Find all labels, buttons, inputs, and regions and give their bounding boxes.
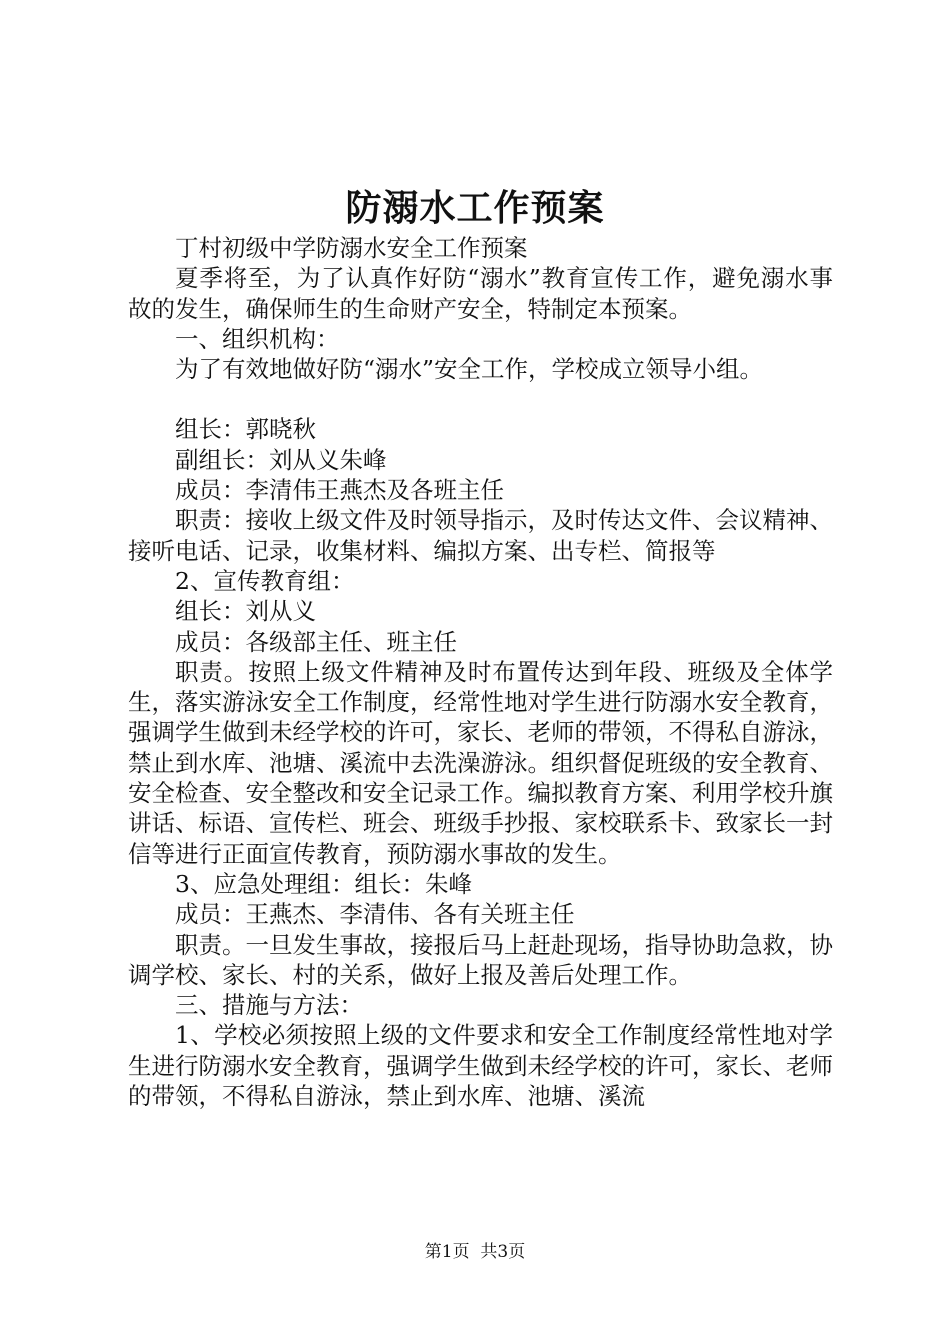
paragraph-intro: 夏季将至，为了认真作好防“溺水”教育宣传工作，避免溺水事故的发生，确保师生的生命财产安全，特制定本预案。 bbox=[128, 264, 833, 323]
paragraph-duties-emergency: 职责。一旦发生事故，接报后马上赶赴现场，指导协助急救，协调学校、家长、村的关系，做好上报及善后处理工作。 bbox=[128, 930, 833, 989]
page-number: 第1页 bbox=[424, 1242, 470, 1262]
paragraph-spacer bbox=[128, 384, 833, 414]
paragraph-publicity-members: 成员：各级部主任、班主任 bbox=[175, 627, 457, 656]
section-heading-organization: 一、组织机构： bbox=[175, 324, 340, 353]
section-heading-publicity: 2、宣传教育组： bbox=[175, 566, 355, 595]
paragraph-deputy-leader: 副组长：刘从义朱峰 bbox=[175, 445, 387, 474]
page-total: 共3页 bbox=[480, 1242, 526, 1262]
paragraph-publicity-leader: 组长：刘从义 bbox=[175, 597, 316, 626]
paragraph-emergency-members: 成员：王燕杰、李清伟、各有关班主任 bbox=[175, 900, 575, 929]
section-heading-emergency: 3、应急处理组：组长：朱峰 bbox=[175, 869, 472, 898]
section-heading-measures: 三、措施与方法： bbox=[175, 991, 363, 1020]
paragraph-duties-publicity: 职责。按照上级文件精神及时布置传达到年段、班级及全体学生，落实游泳安全工作制度，经常性地对学生进行防溺水安全教育，强调学生做到未经学校的许可，家长、老师的带领，不得私自游泳，禁止到水库、池塘、溪流中去洗澡游泳。组织督促班级的安全教育、安全检查、安全整改和安全记录工作。编拟教育方案、利用学校升旗讲话、标语、宣传栏、班会、班级手抄报、家校联系卡、致家长一封信等进行正面宣传教育，预防溺水事故的发生。 bbox=[128, 657, 833, 868]
paragraph-members: 成员：李清伟王燕杰及各班主任 bbox=[175, 476, 504, 505]
page-footer bbox=[0, 1240, 950, 1264]
paragraph-school-plan-heading: 丁村初级中学防溺水安全工作预案 bbox=[175, 234, 528, 262]
paragraph-duties-office: 职责：接收上级文件及时领导指示，及时传达文件、会议精神、接听电话、记录，收集材料、编拟方案、出专栏、简报等 bbox=[128, 506, 833, 565]
footer-separator bbox=[470, 1242, 481, 1262]
document-body bbox=[128, 233, 833, 1111]
paragraph-group-leader: 组长：郭晓秋 bbox=[175, 415, 316, 444]
paragraph-measure-1: 1、学校必须按照上级的文件要求和安全工作制度经常性地对学生进行防溺水安全教育，强调学生做到未经学校的许可，家长、老师的带领，不得私自游泳，禁止到水库、池塘、溪流 bbox=[128, 1021, 833, 1111]
document-title: 防溺水工作预案 bbox=[345, 187, 605, 229]
paragraph-leadership-group: 为了有效地做好防“溺水”安全工作，学校成立领导小组。 bbox=[175, 355, 764, 384]
